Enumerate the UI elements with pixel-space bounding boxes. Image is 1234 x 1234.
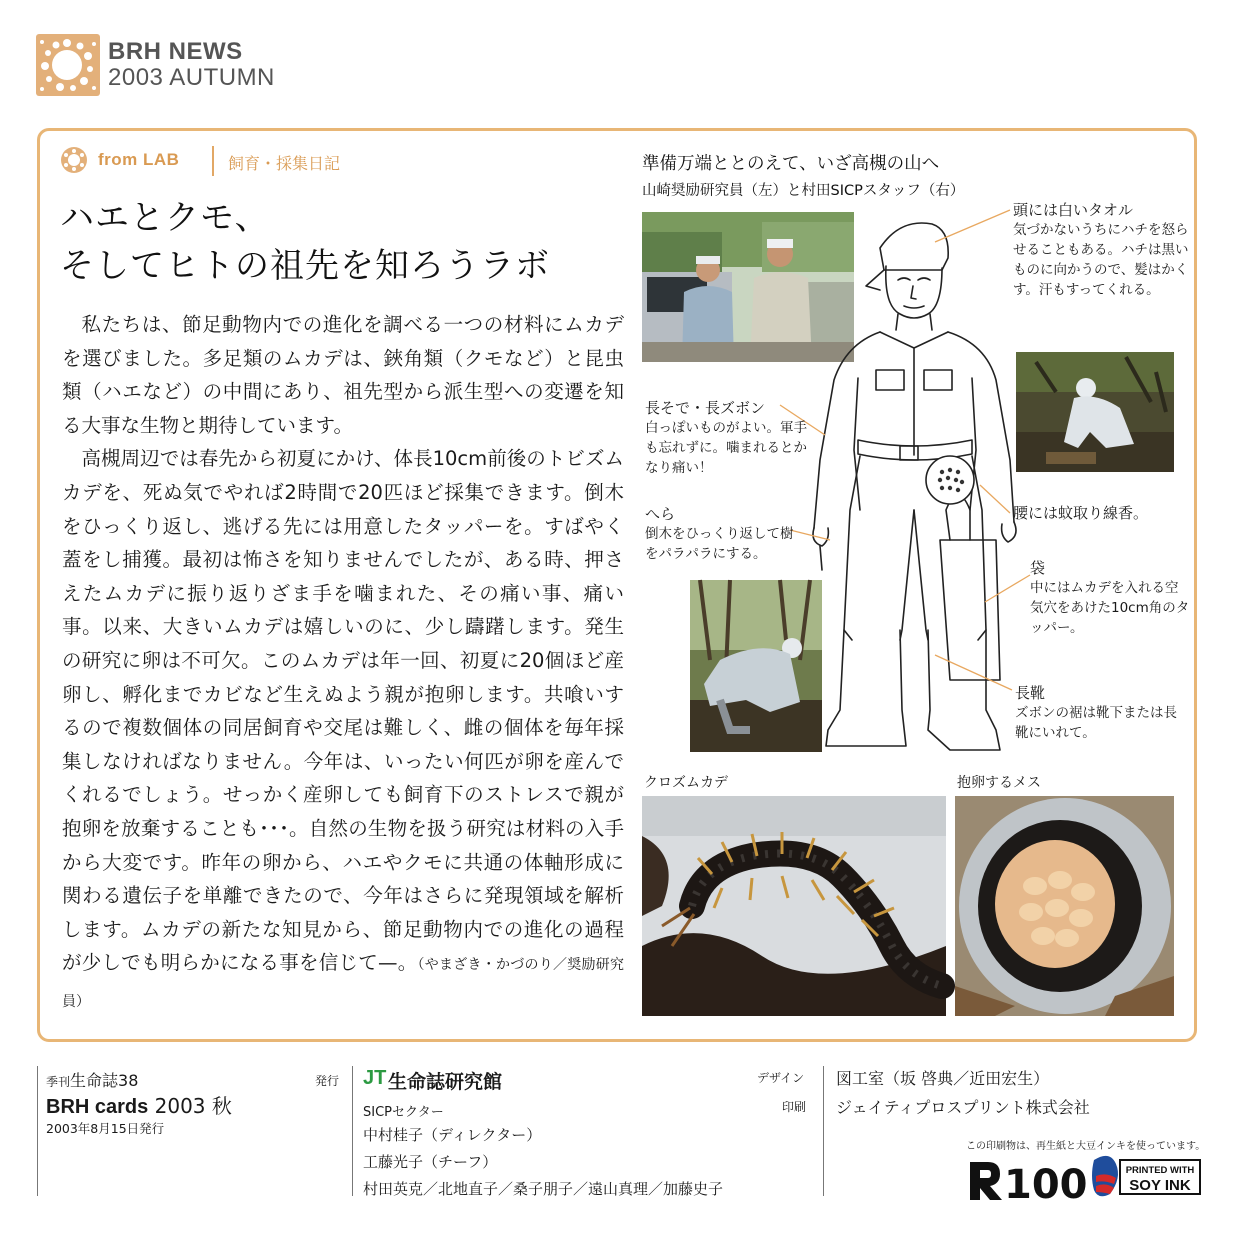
footer-cards-title: BRH cards bbox=[46, 1096, 149, 1118]
headline-line-2: そしてヒトの祖先を知ろうラボ bbox=[60, 246, 550, 286]
footer-staff-line: 村田英克／北地直子／桑子朋子／遠山真理／加藤史子 bbox=[363, 1180, 724, 1198]
footer-print: ジェイティプロスプリント株式会社 bbox=[836, 1098, 1090, 1117]
footer-cards bbox=[46, 1090, 232, 1119]
article-body bbox=[62, 308, 624, 1019]
brood-photo-label: 抱卵するメス bbox=[957, 775, 1041, 791]
footer-date: 2003年8月15日発行 bbox=[46, 1121, 165, 1136]
annotation-boots-lead: 長靴 bbox=[1015, 684, 1046, 702]
annotation-boots bbox=[1015, 683, 1185, 743]
footer-issue-prefix: 季刊 bbox=[46, 1075, 71, 1089]
centipede-photo bbox=[642, 796, 946, 1016]
annotation-sleeve-lead: 長そで・長ズボン bbox=[645, 399, 766, 417]
headline-line-1: ハエとクモ、 bbox=[60, 198, 270, 238]
brood-photo bbox=[955, 796, 1174, 1016]
article-paragraph-2-text: 高槻周辺では春先から初夏にかけ、体長10cm前後のトビズムカデを、死ぬ気でやれば2時間で20匹ほど採集できます。倒木をひっくり返し、逃げる先には用意したタッパーを。すばやく蓋をし捕獲。最初は怖さを知りませんでしたが、ある時、押さえたムカデに振り返りざま手を噛まれた、その痛い事、痛い事。以来、大きいムカデは嬉しいのに、少し躊躇します。発生の研究に卵は不可欠。このムカデは年一回、初夏に20個ほど産卵し、孵化までカビなど生えぬよう親が抱卵します。共喰いするので複数個体の同居飼育や交尾は難しく、雌の個体を毎年採集しなければなりません。今年は、いったい何匹が卵を産んでくれるでしょう。せっかく産卵しても飼育下のストレスで親が抱卵を放棄することも･･･。自然の生物を扱う研究は材料の入手から大変です。昨年の卵から、ハエやクモに共通の体軸形成に関わる遺伝子を単離できたので、今年はさらに発現領域を解析します。ムカデの新たな知見から、節足動物内での進化の過程が少しでも明らかになる事を信じて—。 bbox=[62, 447, 624, 975]
annotation-sleeve-body: 白っぽいものがよい。軍手も忘れずに。噛まれるとかなり痛い！ bbox=[645, 420, 807, 476]
newsletter-season: 2003 AUTUMN bbox=[108, 64, 275, 91]
annotation-coil bbox=[1013, 503, 1148, 523]
annotation-towel-lead: 頭には白いタオル bbox=[1013, 201, 1134, 219]
annotation-spatula-lead: へら bbox=[645, 505, 676, 523]
article-paragraph-1: 私たちは、節足動物内での進化を調べる一つの材料にムカデを選びました。多足類のムカデは、鋏角類（クモなど）と昆虫類（ハエなど）の中間にあり、祖先型から派生型への変遷を知る大事な生物と期待しています。 bbox=[62, 313, 624, 437]
footer-divider-3 bbox=[823, 1066, 824, 1196]
annotation-towel bbox=[1013, 200, 1193, 300]
collector-illustration bbox=[800, 210, 1030, 770]
annotation-spatula-body: 倒木をひっくり返して樹をパラパラにする。 bbox=[645, 526, 794, 562]
footer-design-label: デザイン bbox=[757, 1071, 805, 1085]
r100-text: 100 bbox=[1004, 1162, 1088, 1208]
kneeling-photo bbox=[690, 580, 822, 752]
brh-logo bbox=[36, 34, 100, 96]
footer-publisher: 生命誌研究館 bbox=[388, 1071, 503, 1093]
article-headline bbox=[60, 194, 550, 290]
section-label: from LAB bbox=[98, 150, 180, 169]
annotation-bag bbox=[1030, 558, 1190, 638]
section-subtitle: 飼育・採集日記 bbox=[228, 154, 341, 173]
footer-staff-line: 中村桂子（ディレクター） bbox=[363, 1126, 542, 1144]
brh-logo-icon bbox=[36, 34, 100, 96]
annotation-coil-lead: 腰には蚊取り線香。 bbox=[1013, 504, 1149, 522]
footer-publisher-label: 発行 bbox=[315, 1074, 340, 1088]
footer-design: 図工室（坂 啓典／近田宏生） bbox=[836, 1069, 1050, 1088]
footer-cards-season: 2003 秋 bbox=[154, 1094, 232, 1118]
footer-eco-note: この印刷物は、再生紙と大豆インキを使っています。 bbox=[966, 1141, 1206, 1152]
footer-issue-name: 生命誌38 bbox=[70, 1071, 139, 1090]
footer-divider-2 bbox=[352, 1066, 353, 1196]
annotation-sleeve bbox=[645, 398, 815, 478]
annotation-boots-body: ズボンの裾は靴下または長靴にいれて。 bbox=[1015, 705, 1177, 741]
soy-ink-bottom-text: SOY INK bbox=[1129, 1177, 1191, 1194]
annotation-spatula bbox=[645, 504, 805, 564]
annotation-towel-body: 気づかないうちにハチを怒らせることもある。ハチは黒いものに向かうので、髪はかくす。汗もすってくれる。 bbox=[1013, 222, 1189, 298]
article-credit: （やまざき・かづのり／奨励研究員） bbox=[62, 957, 624, 1010]
footer-print-label: 印刷 bbox=[782, 1100, 807, 1114]
soy-ink-icon bbox=[1088, 1150, 1206, 1202]
article-paragraph-2 bbox=[62, 442, 624, 1019]
section-divider bbox=[212, 146, 214, 176]
r100-recycle-icon bbox=[966, 1156, 1088, 1208]
jt-logo-mark: JT bbox=[363, 1067, 387, 1089]
figure-title: 準備万端ととのえて、いざ高槻の山へ bbox=[642, 154, 940, 174]
figure-caption: 山崎奨励研究員（左）と村田SICPスタッフ（右） bbox=[642, 183, 965, 199]
footer-issue bbox=[46, 1068, 138, 1091]
annotation-bag-lead: 袋 bbox=[1030, 559, 1046, 577]
newsletter-title: BRH NEWS bbox=[108, 38, 243, 65]
lab-icon bbox=[60, 146, 88, 174]
digging-photo bbox=[1016, 352, 1174, 472]
annotation-bag-body: 中にはムカデを入れる空気穴をあけた10cm角のタッパー。 bbox=[1030, 580, 1190, 636]
footer-sicp: SICPセクター bbox=[363, 1105, 444, 1120]
centipede-photo-label: クロズムカデ bbox=[644, 775, 728, 791]
footer-divider-1 bbox=[37, 1066, 38, 1196]
footer-staff-line: 工藤光子（チーフ） bbox=[363, 1153, 498, 1171]
soy-ink-top-text: PRINTED WITH bbox=[1125, 1165, 1195, 1176]
